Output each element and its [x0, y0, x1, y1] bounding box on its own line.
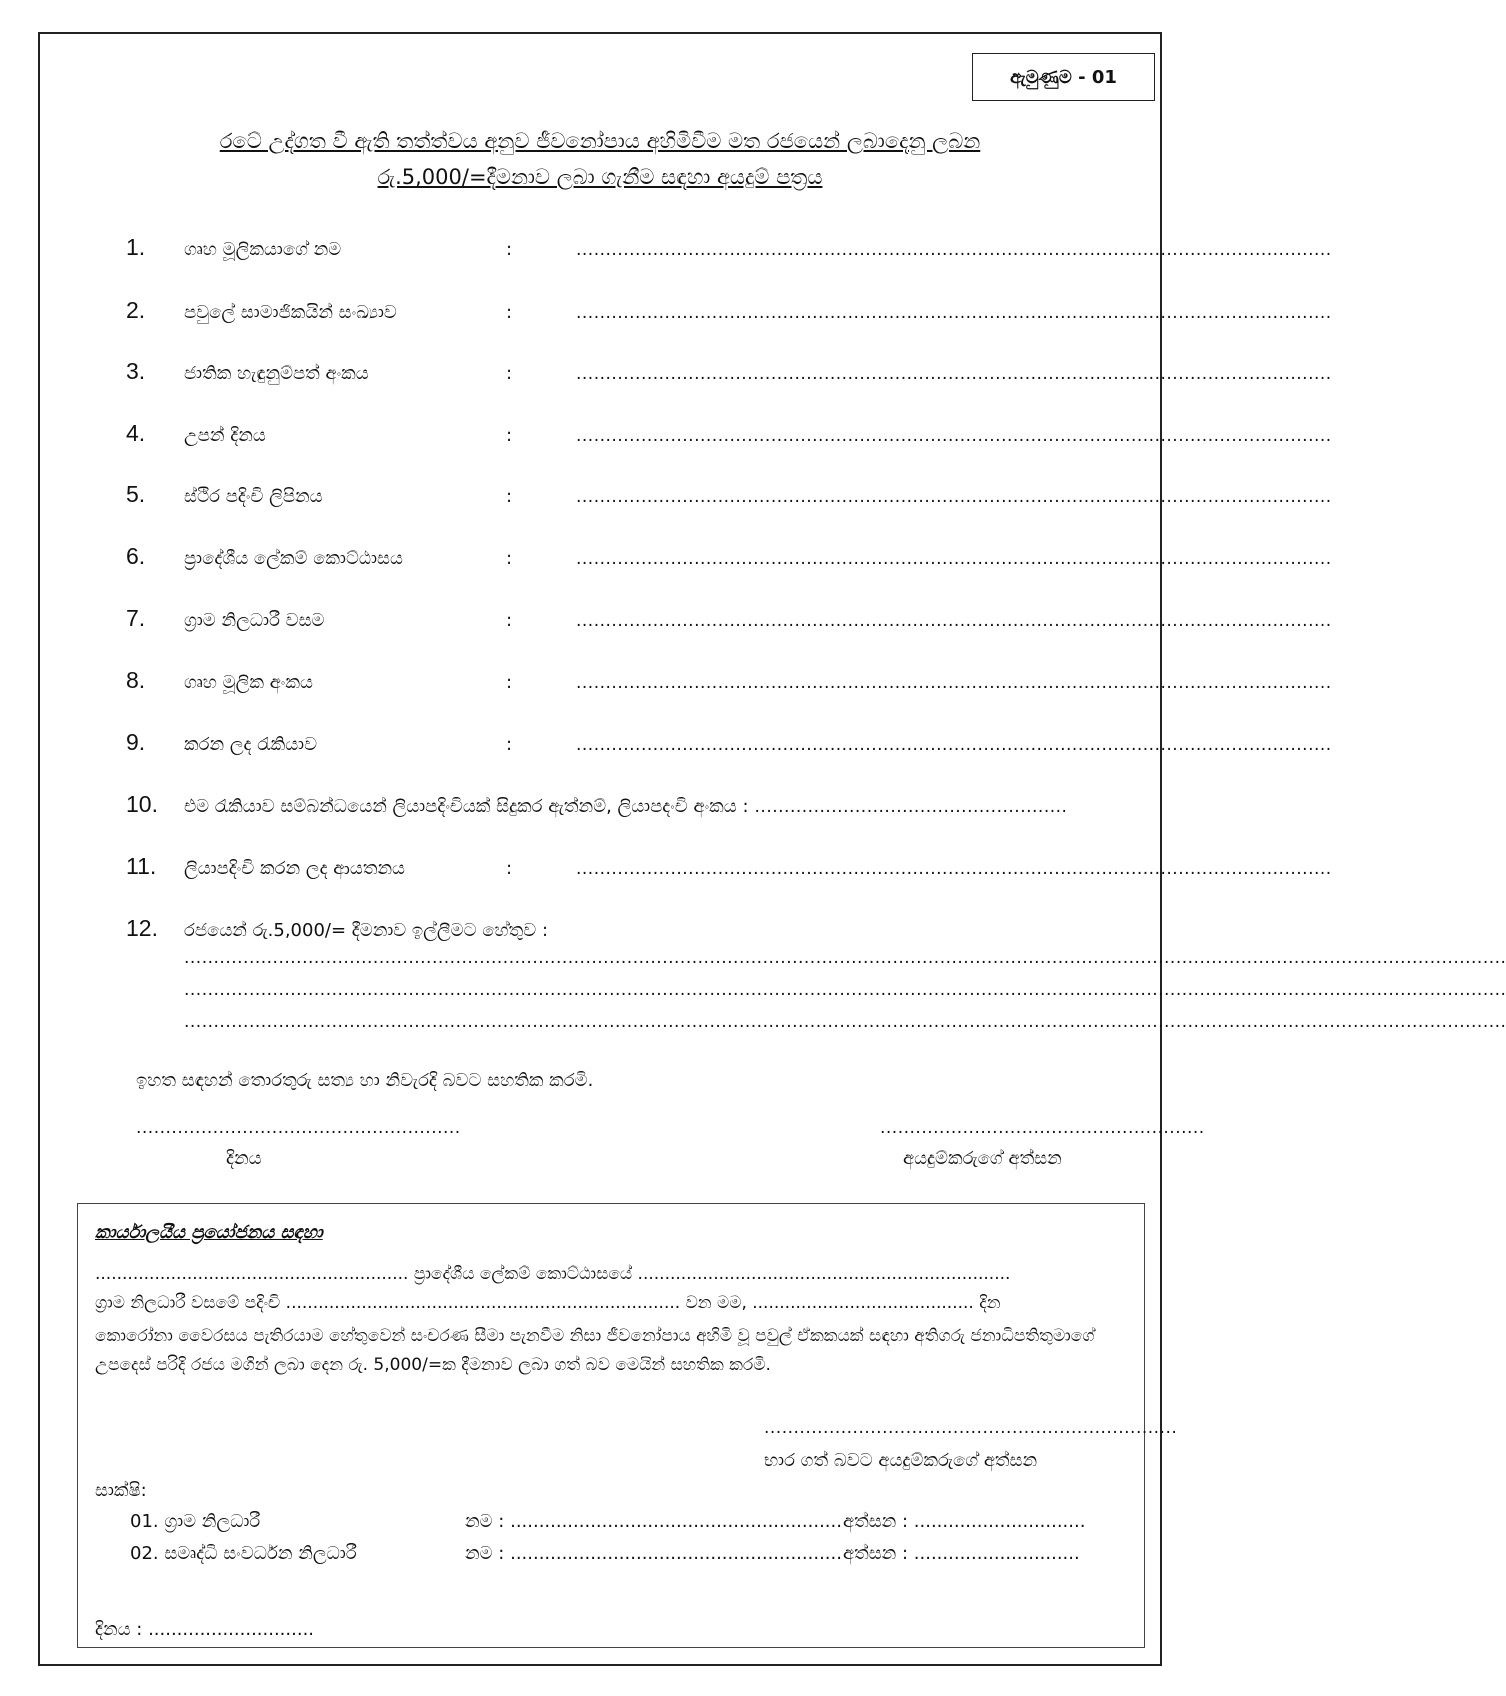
field-label: ජාතික හැඳුනුම්පත් අංකය [184, 363, 369, 384]
office-date-blank[interactable]: ............................. [148, 1619, 315, 1640]
office-date-word: දින [979, 1293, 1001, 1313]
office-date-row [95, 1619, 314, 1640]
field-row [126, 853, 1332, 883]
field-label: ලියාපදිංචි කරන ලද ආයතනය [184, 858, 405, 879]
office-blank[interactable]: ......................................................................... [285, 1293, 681, 1313]
field-number: 10. [126, 791, 158, 817]
field-row [126, 543, 1332, 573]
field-blank[interactable]: ................................................................................................................................ [576, 735, 1332, 755]
field-label: ස්ථිර පදිංචි ලිපිනය [184, 486, 323, 507]
reason-blank-line[interactable]: ................................................................................................................................................................................................................................ [184, 980, 1506, 1000]
field-colon: : [506, 425, 513, 446]
field-colon: : [506, 486, 513, 507]
field-label: කරන ලද රැකියාව [184, 734, 318, 755]
field-blank[interactable]: ..................................................... [754, 797, 1068, 817]
witness-name-label: නම : [465, 1543, 505, 1564]
witness-2-label: 02. සමෘද්ධි සංවර්ධන නිලධාරී [130, 1543, 357, 1564]
office-divisional-label: ප්‍රාදේශීය ලේකම් කොට්ඨාසයේ [413, 1264, 633, 1284]
applicant-signature-label: අයදුම්කරුගේ අත්සන [903, 1148, 1062, 1169]
field-colon: : [506, 734, 513, 755]
field-row [126, 915, 548, 945]
applicant-signature-blank[interactable]: ....................................................... [880, 1118, 1205, 1138]
field-blank[interactable]: ................................................................................................................................ [576, 549, 1332, 569]
office-line-2 [95, 1293, 1001, 1313]
field-row [126, 234, 1332, 264]
field-row [126, 729, 1332, 759]
witness-heading: සාක්ෂි: [95, 1480, 147, 1501]
field-row [126, 667, 1332, 697]
field-colon: : [506, 610, 513, 631]
office-blank[interactable]: .......................................................... [95, 1264, 409, 1284]
office-date-label: දිනය : [95, 1619, 143, 1640]
field-blank[interactable]: ................................................................................................................................ [576, 426, 1332, 446]
office-gn-label: ග්‍රාම නිලධාරී වසමේ පදිංචි [95, 1293, 281, 1313]
field-blank[interactable]: ................................................................................................................................ [576, 487, 1332, 507]
date-blank[interactable]: ....................................................... [136, 1118, 461, 1138]
reason-blank-line[interactable]: ................................................................................................................................................................................................................................ [184, 948, 1506, 968]
field-number: 9. [126, 729, 146, 755]
office-line-1 [95, 1264, 1010, 1284]
witness-2-sign [843, 1543, 1080, 1564]
annex-label: ඇමුණුම - 01 [972, 53, 1155, 101]
field-row [126, 605, 1332, 635]
field-colon: : [506, 858, 513, 879]
field-label: ගෘහ මූලික අංකය [184, 672, 313, 693]
office-iam-label: වන මම, [685, 1293, 747, 1313]
declaration-text: ඉහත සඳහන් තොරතුරු සත්‍ය හා නිවැරදි බවට සහතික කරමි. [136, 1070, 594, 1091]
field-label: උපන් දිනය [184, 425, 266, 446]
form-title-line-2: රු.5,000/=දීමනාව ලබා ගැනීම සඳහා අයදුම් පත්‍රය [377, 165, 823, 189]
form-title-line-1: රටේ උද්ගත වී ඇති තත්ත්වය අනුව ජීවනෝපාය අහිමිවීම මත රජයෙන් ලබාදෙනු ලබන [219, 129, 981, 153]
field-colon: : [506, 672, 513, 693]
field-number: 3. [126, 358, 146, 384]
field-row [126, 481, 1332, 511]
field-number: 6. [126, 543, 146, 569]
field-label: ගෘහ මූලිකයාගේ නම [184, 239, 342, 260]
field-blank[interactable]: ................................................................................................................................ [576, 240, 1332, 260]
witness-1-sign [843, 1511, 1085, 1532]
witness-name-blank[interactable]: .......................................................... [510, 1511, 842, 1532]
field-label: පවුලේ සාමාජිකයින් සංඛ්‍යාව [184, 302, 397, 323]
witness-sign-blank[interactable]: ............................. [913, 1543, 1080, 1564]
witness-sign-blank[interactable]: .............................. [913, 1511, 1086, 1532]
witness-name-label: නම : [465, 1511, 505, 1532]
office-use-heading: කාර්යාලයීය ප්‍රයෝජනය සඳහා [95, 1222, 323, 1243]
witness-name-blank[interactable]: .......................................................... [510, 1543, 842, 1564]
field-blank[interactable]: ................................................................................................................................ [576, 303, 1332, 323]
field-blank[interactable]: ................................................................................................................................ [576, 673, 1332, 693]
witness-1-label: 01. ග්‍රාම නිලධාරී [130, 1511, 261, 1532]
field-blank[interactable]: ................................................................................................................................ [576, 859, 1332, 879]
witness-sign-label: අත්සන : [843, 1511, 909, 1532]
witness-sign-label: අත්සන : [843, 1543, 909, 1564]
receiver-signature-label: භාර ගත් බවට අයදුම්කරුගේ අත්සන [764, 1450, 1038, 1471]
office-blank[interactable]: ..................................................................... [637, 1264, 1011, 1284]
field-number: 7. [126, 605, 146, 631]
witness-1-name [465, 1511, 842, 1532]
field-row [126, 358, 1332, 388]
field-blank[interactable]: ................................................................................................................................ [576, 364, 1332, 384]
field-number: 4. [126, 420, 146, 446]
field-number: 11. [126, 853, 157, 879]
field-row [126, 420, 1332, 450]
field-row [126, 791, 1068, 821]
receiver-signature-blank[interactable]: ...................................................................... [764, 1418, 1178, 1438]
field-label: එම රැකියාව සම්බන්ධයෙන් ලියාපදිංචියක් සිදුකර ඇත්නම්, ලියාපදංචි අංකය : [184, 796, 749, 817]
office-blank[interactable]: ......................................... [752, 1293, 974, 1313]
field-number: 12. [126, 915, 158, 941]
field-colon: : [506, 363, 513, 384]
office-certification-paragraph: කොරෝනා වෛරසය පැතිරයාම හේතුවෙන් සංචරණ සීමා පැනවීම නිසා ජීවනෝපාය අහිමි වූ පවුල් ඒකකයක් සඳහා අතිගරු ජනාධිපතිතුමාගේ උපදෙස් පරිදි රජය මගින් ලබා දෙන රු. 5,000/=ක දීමනාව ලබා ගත් බව මෙයින් සහතික කරමි. [95, 1326, 1095, 1375]
field-colon: : [506, 548, 513, 569]
field-blank[interactable]: ................................................................................................................................ [576, 611, 1332, 631]
reason-blank-line[interactable]: ................................................................................................................................................................................................................................ [184, 1012, 1506, 1032]
field-colon: : [506, 239, 513, 260]
field-number: 1. [126, 234, 146, 260]
field-colon: : [506, 302, 513, 323]
field-number: 8. [126, 667, 146, 693]
field-label: රජයෙන් රු.5,000/= දීමනාව ඉල්ලීමට හේතුව : [184, 920, 549, 941]
date-label: දිනය [226, 1148, 262, 1169]
field-label: ප්‍රාදේශීය ලේකම් කොට්ඨාසය [184, 548, 403, 569]
field-row [126, 297, 1332, 327]
field-number: 2. [126, 297, 146, 323]
witness-2-name [465, 1543, 842, 1564]
field-label: ග්‍රාම නිලධාරී වසම [184, 610, 325, 631]
field-number: 5. [126, 481, 146, 507]
